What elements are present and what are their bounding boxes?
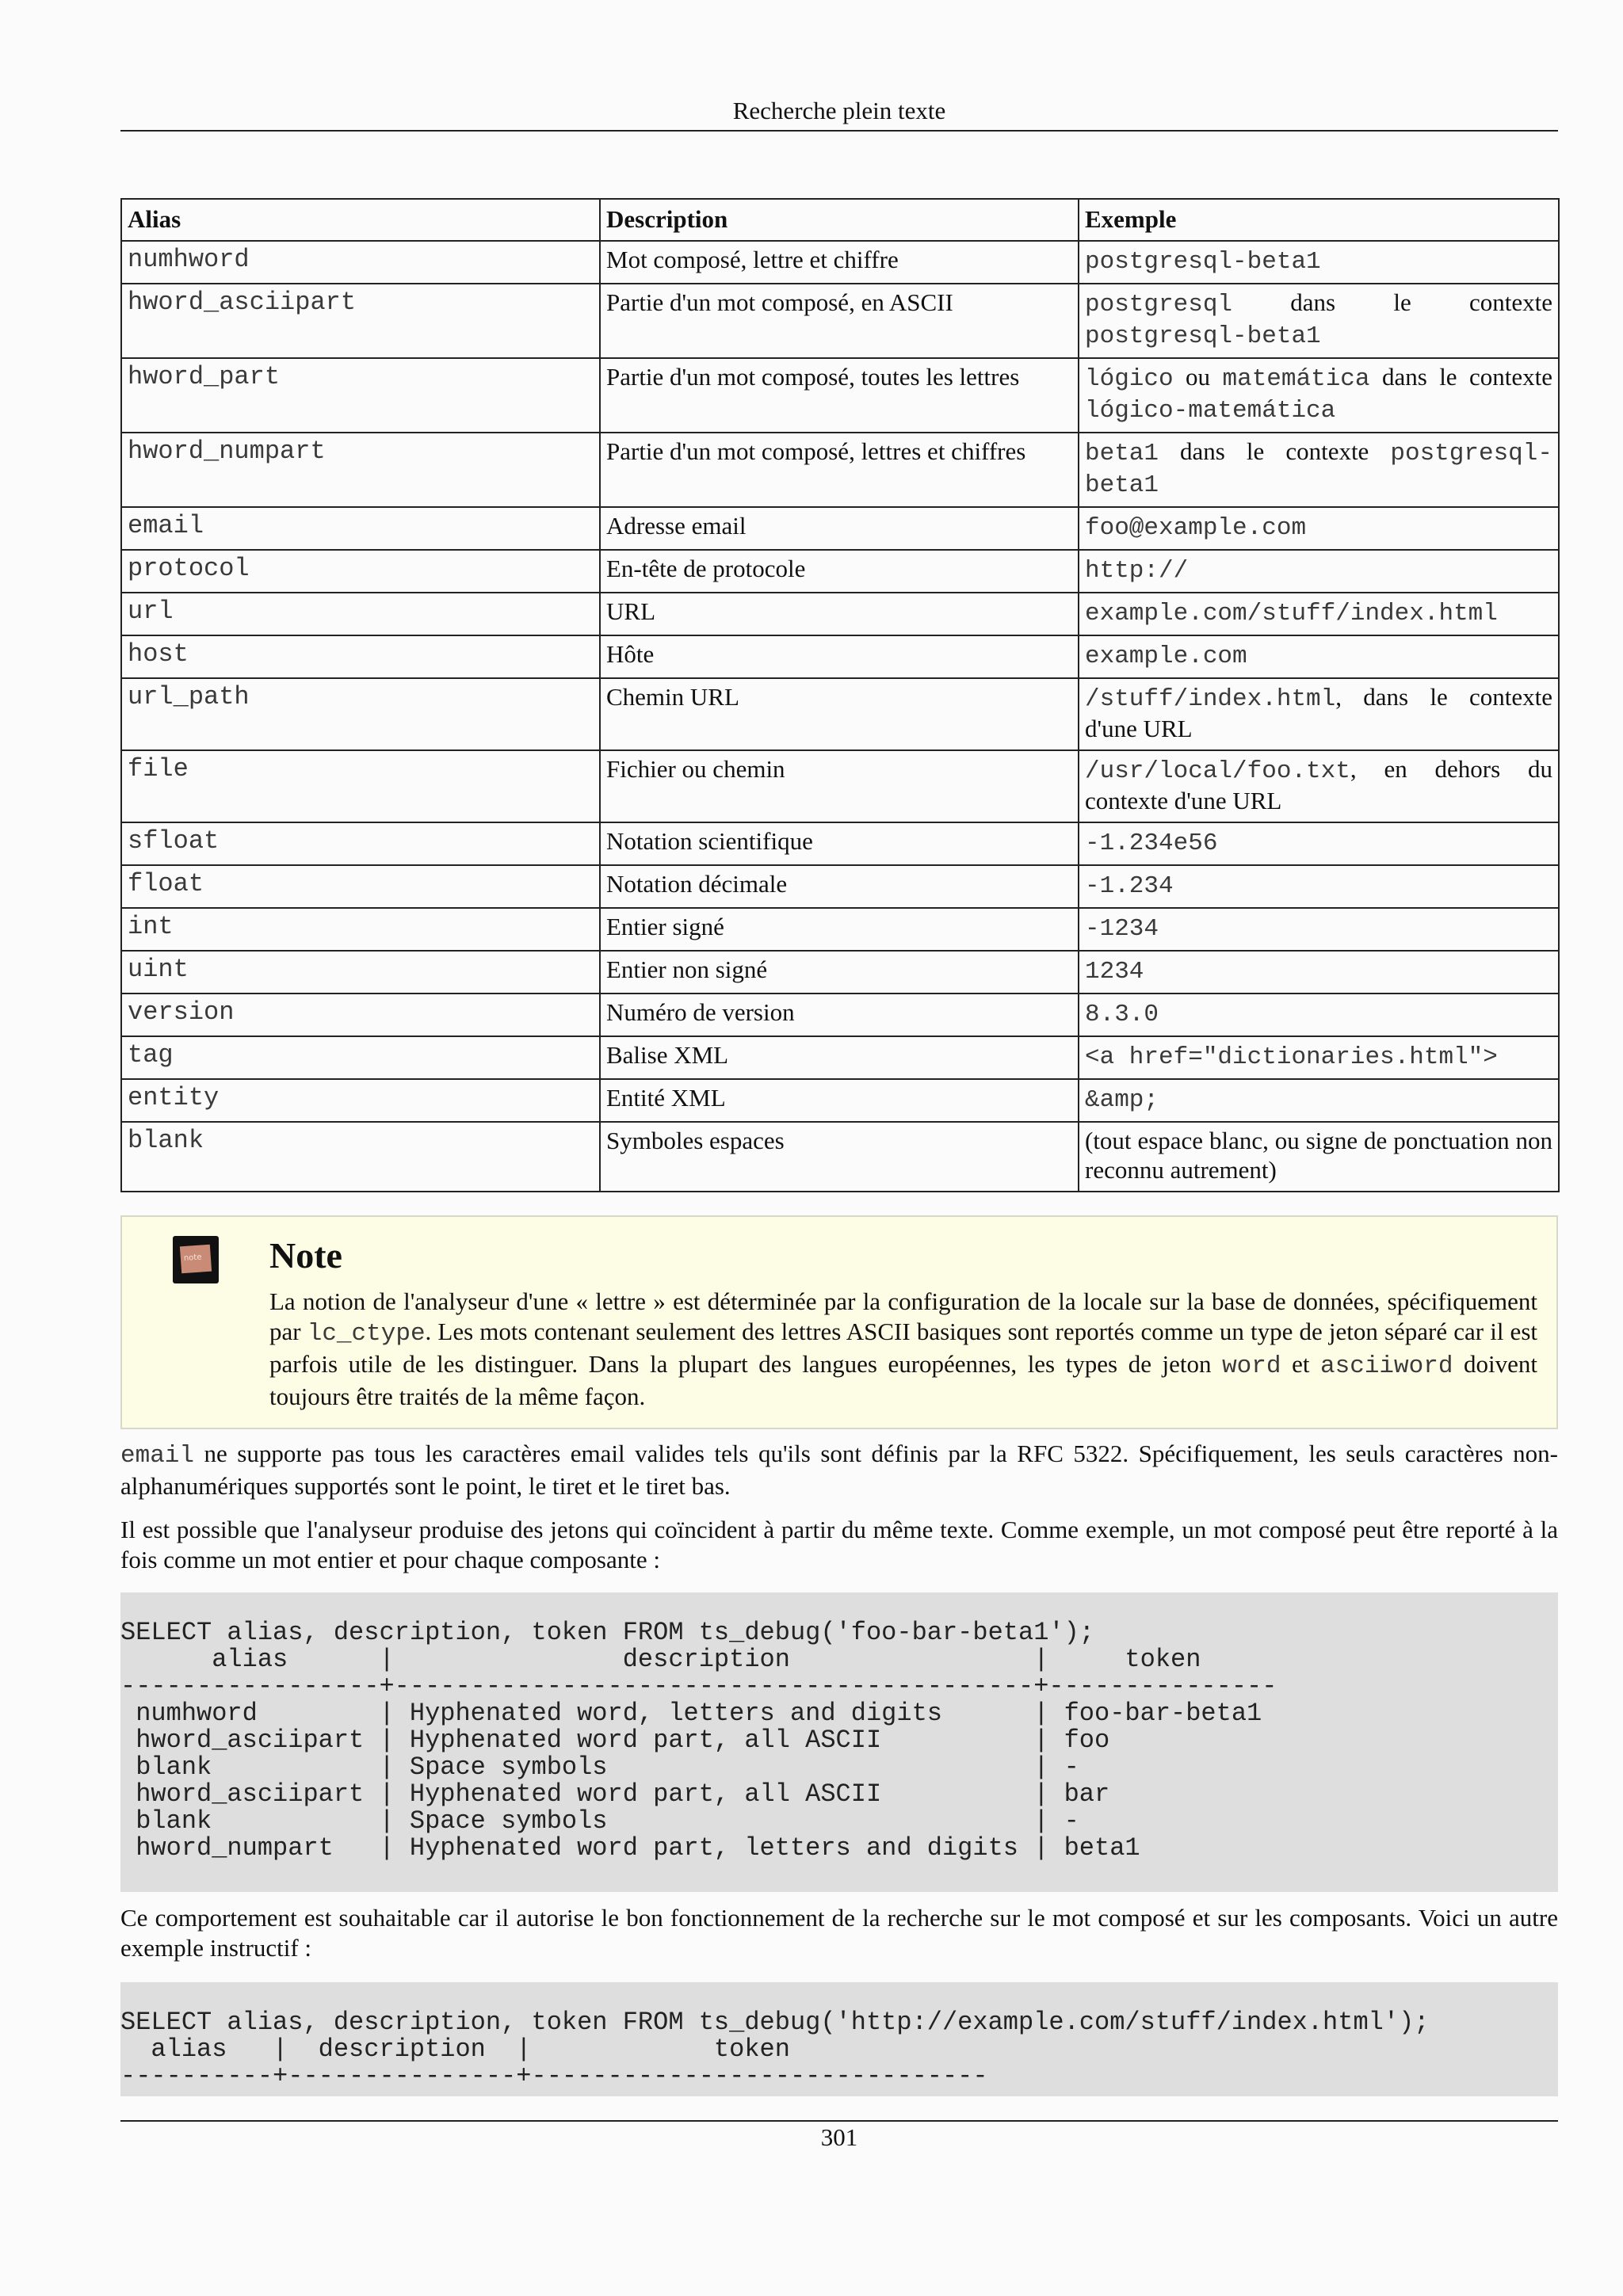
cell-description: Notation scientifique xyxy=(600,822,1079,865)
cell-alias: hword_numpart xyxy=(121,433,600,507)
column-header-example: Exemple xyxy=(1079,199,1559,241)
page-number: 301 xyxy=(820,2123,858,2151)
cell-example xyxy=(1079,284,1559,358)
code-token: <a href="dictionaries.html"> xyxy=(1085,1043,1498,1071)
cell-description: En-tête de protocole xyxy=(600,550,1079,593)
cell-alias: url_path xyxy=(121,678,600,750)
table-row xyxy=(121,284,1559,358)
table-row xyxy=(121,951,1559,994)
code-token: lc_ctype xyxy=(307,1320,426,1348)
code-token: postgresql-beta1 xyxy=(1085,322,1321,350)
note-box xyxy=(120,1215,1558,1429)
note-icon: note xyxy=(173,1236,219,1283)
text-run: ou xyxy=(1173,363,1223,391)
cell-example xyxy=(1079,635,1559,678)
table-row xyxy=(121,1122,1559,1192)
cell-description: URL xyxy=(600,593,1079,635)
code-token: lógico xyxy=(1085,365,1174,393)
cell-alias: version xyxy=(121,994,600,1036)
table-row xyxy=(121,678,1559,750)
table-row xyxy=(121,1036,1559,1079)
cell-description: Balise XML xyxy=(600,1036,1079,1079)
cell-example xyxy=(1079,358,1559,433)
cell-example xyxy=(1079,507,1559,550)
cell-example xyxy=(1079,593,1559,635)
cell-example xyxy=(1079,994,1559,1036)
column-header-alias: Alias xyxy=(121,199,600,241)
paragraph-overlap: Il est possible que l'analyseur produise des jetons qui coïncident à partir du même texte. Comme exemple, un mot composé peut être reporté à la fois comme un mot entier et pour chaque composante : xyxy=(120,1516,1558,1573)
code-token: matemática xyxy=(1222,365,1370,393)
table-row xyxy=(121,358,1559,433)
cell-description: Numéro de version xyxy=(600,994,1079,1036)
cell-alias: tag xyxy=(121,1036,600,1079)
cell-example xyxy=(1079,951,1559,994)
table-row xyxy=(121,822,1559,865)
page-header: Recherche plein texte xyxy=(120,93,1558,132)
table-row xyxy=(121,865,1559,908)
code-token: 8.3.0 xyxy=(1085,1001,1159,1028)
cell-description: Entité XML xyxy=(600,1079,1079,1122)
token-types-table xyxy=(120,198,1560,1192)
table-header-row xyxy=(121,199,1559,241)
code-token: email xyxy=(120,1442,195,1470)
table-row xyxy=(121,635,1559,678)
table-row xyxy=(121,550,1559,593)
cell-description: Chemin URL xyxy=(600,678,1079,750)
cell-alias: numhword xyxy=(121,241,600,284)
code-token: example.com/stuff/index.html xyxy=(1085,600,1498,627)
table-row xyxy=(121,241,1559,284)
cell-alias: file xyxy=(121,750,600,822)
cell-description: Partie d'un mot composé, lettres et chiffres xyxy=(600,433,1079,507)
text-run: (tout espace blanc, ou signe de ponctuation non reconnu autrement) xyxy=(1085,1127,1552,1184)
cell-example xyxy=(1079,1079,1559,1122)
table-row xyxy=(121,908,1559,951)
cell-alias: hword_asciipart xyxy=(121,284,600,358)
text-run: . Les mots contenant seulement des lettres ASCII basiques sont reportés comme un type de jeton séparé car il est parfois utile de les distinguer. Dans la plupart des langues européennes, les types de jeton xyxy=(269,1318,1537,1378)
cell-alias: email xyxy=(121,507,600,550)
cell-example xyxy=(1079,678,1559,750)
text-run: La notion de l'analyseur d'une « lettre » est déterminée par la configuration de la locale sur la base de données, spécifiquement par xyxy=(269,1287,1537,1345)
code-token: word xyxy=(1222,1352,1281,1380)
table-row xyxy=(121,507,1559,550)
cell-description: Symboles espaces xyxy=(600,1122,1079,1192)
cell-alias: protocol xyxy=(121,550,600,593)
code-token: /usr/local/foo.txt xyxy=(1085,757,1350,785)
code-token: -1234 xyxy=(1085,915,1159,943)
cell-description: Entier signé xyxy=(600,908,1079,951)
cell-example xyxy=(1079,550,1559,593)
code-token: &amp; xyxy=(1085,1086,1159,1114)
note-body xyxy=(269,1287,1537,1412)
paragraph-email xyxy=(120,1439,1558,1501)
cell-description: Entier non signé xyxy=(600,951,1079,994)
note-title: Note xyxy=(269,1235,342,1276)
cell-description: Partie d'un mot composé, toutes les lettres xyxy=(600,358,1079,433)
table-row xyxy=(121,593,1559,635)
code-token: asciiword xyxy=(1320,1352,1453,1380)
cell-description: Hôte xyxy=(600,635,1079,678)
code-token: -1.234 xyxy=(1085,872,1174,900)
paragraph-behaviour: Ce comportement est souhaitable car il autorise le bon fonctionnement de la recherche sur le mot composé et sur les composants. Voici un autre exemple instructif : xyxy=(120,1904,1558,1962)
cell-description: Notation décimale xyxy=(600,865,1079,908)
column-header-description: Description xyxy=(600,199,1079,241)
code-token: -1.234e56 xyxy=(1085,830,1218,857)
table-row xyxy=(121,994,1559,1036)
cell-alias: hword_part xyxy=(121,358,600,433)
cell-example xyxy=(1079,1036,1559,1079)
text-run: et xyxy=(1281,1350,1321,1378)
text-run: , dans le contexte d'une URL xyxy=(1085,683,1552,742)
table-body xyxy=(121,241,1559,1192)
cell-example xyxy=(1079,908,1559,951)
code-token: lógico-matemática xyxy=(1085,397,1336,425)
text-run: ne supporte pas tous les caractères email valides tels qu'ils sont définis par la RFC 5322. Spécifiquement, les seuls caractères non-alphanumériques supportés sont le point, le tiret et le tiret bas. xyxy=(120,1440,1558,1500)
code-token: foo@example.com xyxy=(1085,514,1307,542)
code-block-foo-bar: SELECT alias, description, token FROM ts_debug('foo-bar-beta1'); alias | description | token -----------------+------------------------------------------+--------------- numhword | Hyphenated word, letters and digits | foo-bar-beta1 hword_asciipart | Hyphenated word part, all ASCII | foo blank | Space symbols | - hword_asciipart | Hyphenated word part, all ASCII | bar blank | Space symbols | - hword_numpart | Hyphenated word part, letters and digits | beta1 xyxy=(120,1592,1558,1892)
code-token: /stuff/index.html xyxy=(1085,685,1336,713)
text-run: , en dehors du contexte d'une URL xyxy=(1085,755,1552,814)
code-token: http:// xyxy=(1085,557,1189,585)
code-token: beta1 xyxy=(1085,440,1159,467)
cell-alias: entity xyxy=(121,1079,600,1122)
cell-alias: url xyxy=(121,593,600,635)
cell-alias: blank xyxy=(121,1122,600,1192)
code-token: postgresql-beta1 xyxy=(1085,248,1321,276)
text-run: dans le contexte xyxy=(1232,288,1552,316)
code-token: postgresql xyxy=(1085,291,1233,318)
cell-example xyxy=(1079,750,1559,822)
cell-description: Partie d'un mot composé, en ASCII xyxy=(600,284,1079,358)
code-block-url: SELECT alias, description, token FROM ts_debug('http://example.com/stuff/index.html'); alias | description | token ----------+---------------+------------------------------ xyxy=(120,1982,1558,2096)
table-row xyxy=(121,750,1559,822)
cell-description: Mot composé, lettre et chiffre xyxy=(600,241,1079,284)
cell-alias: int xyxy=(121,908,600,951)
cell-description: Adresse email xyxy=(600,507,1079,550)
code-token: 1234 xyxy=(1085,958,1144,986)
cell-alias: host xyxy=(121,635,600,678)
cell-example xyxy=(1079,433,1559,507)
cell-alias: float xyxy=(121,865,600,908)
text-run: doivent toujours être traités de la même façon. xyxy=(269,1350,1538,1410)
code-token: postgresql-beta1 xyxy=(1085,440,1552,499)
cell-alias: uint xyxy=(121,951,600,994)
text-run: dans le contexte xyxy=(1159,437,1391,465)
cell-example xyxy=(1079,822,1559,865)
text-run: dans le contexte xyxy=(1369,363,1552,391)
cell-alias: sfloat xyxy=(121,822,600,865)
cell-example xyxy=(1079,1122,1559,1192)
cell-description: Fichier ou chemin xyxy=(600,750,1079,822)
table-row xyxy=(121,433,1559,507)
code-token: example.com xyxy=(1085,643,1247,670)
cell-example xyxy=(1079,241,1559,284)
table-row xyxy=(121,1079,1559,1122)
cell-example xyxy=(1079,865,1559,908)
